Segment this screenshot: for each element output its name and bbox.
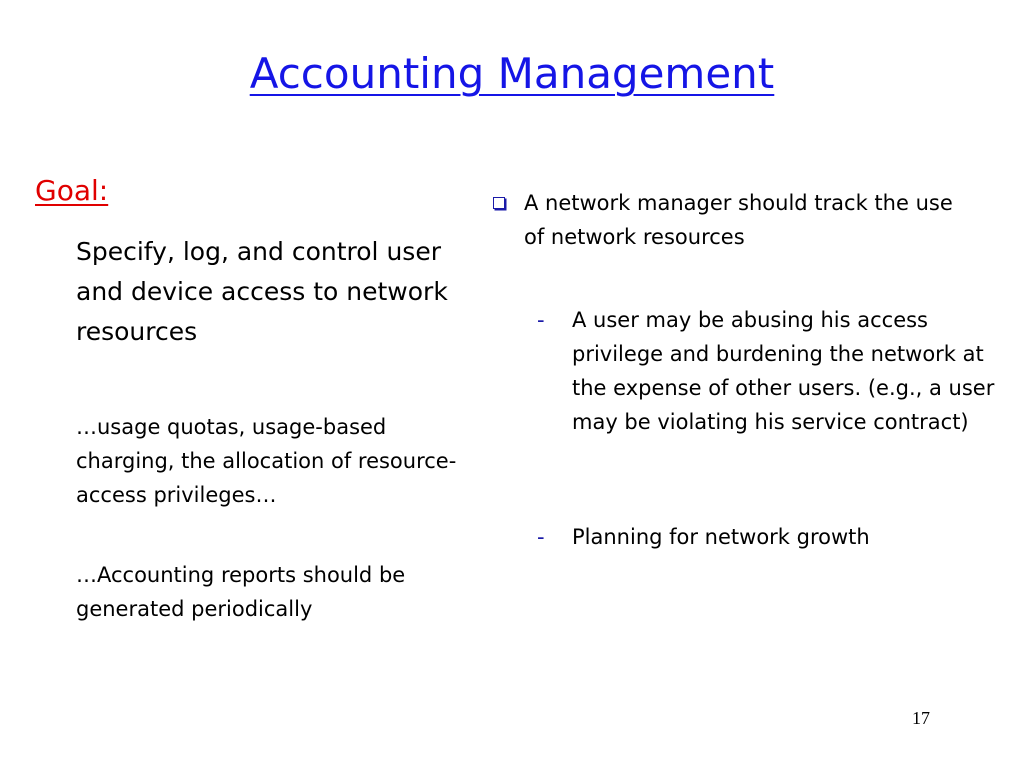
sub-bullet bbox=[537, 520, 1007, 554]
goal-detail-paragraph: …usage quotas, usage-based charging, the allocation of resource-access privileges… bbox=[76, 415, 457, 507]
goal-label: Goal: bbox=[35, 174, 109, 207]
hollow-square-bullet-icon bbox=[493, 197, 505, 209]
main-bullet-text: A network manager should track the use of network resources bbox=[524, 191, 953, 249]
page-number: 17 bbox=[912, 708, 930, 728]
sub-bullet-text: A user may be abusing his access privilege and burdening the network at the expense of other users. (e.g., a user may be violating his service contract) bbox=[572, 308, 995, 434]
goal-text: Specify, log, and control user and device access to network resources bbox=[76, 237, 448, 346]
goal-detail-paragraph: …Accounting reports should be generated periodically bbox=[76, 563, 406, 621]
sub-bullet bbox=[537, 303, 1007, 439]
dash-marker: - bbox=[537, 525, 545, 549]
sub-bullet-text: Planning for network growth bbox=[572, 525, 870, 549]
main-bullet bbox=[493, 186, 1013, 254]
dash-marker: - bbox=[537, 308, 545, 332]
slide-title: Accounting Management bbox=[249, 49, 775, 98]
